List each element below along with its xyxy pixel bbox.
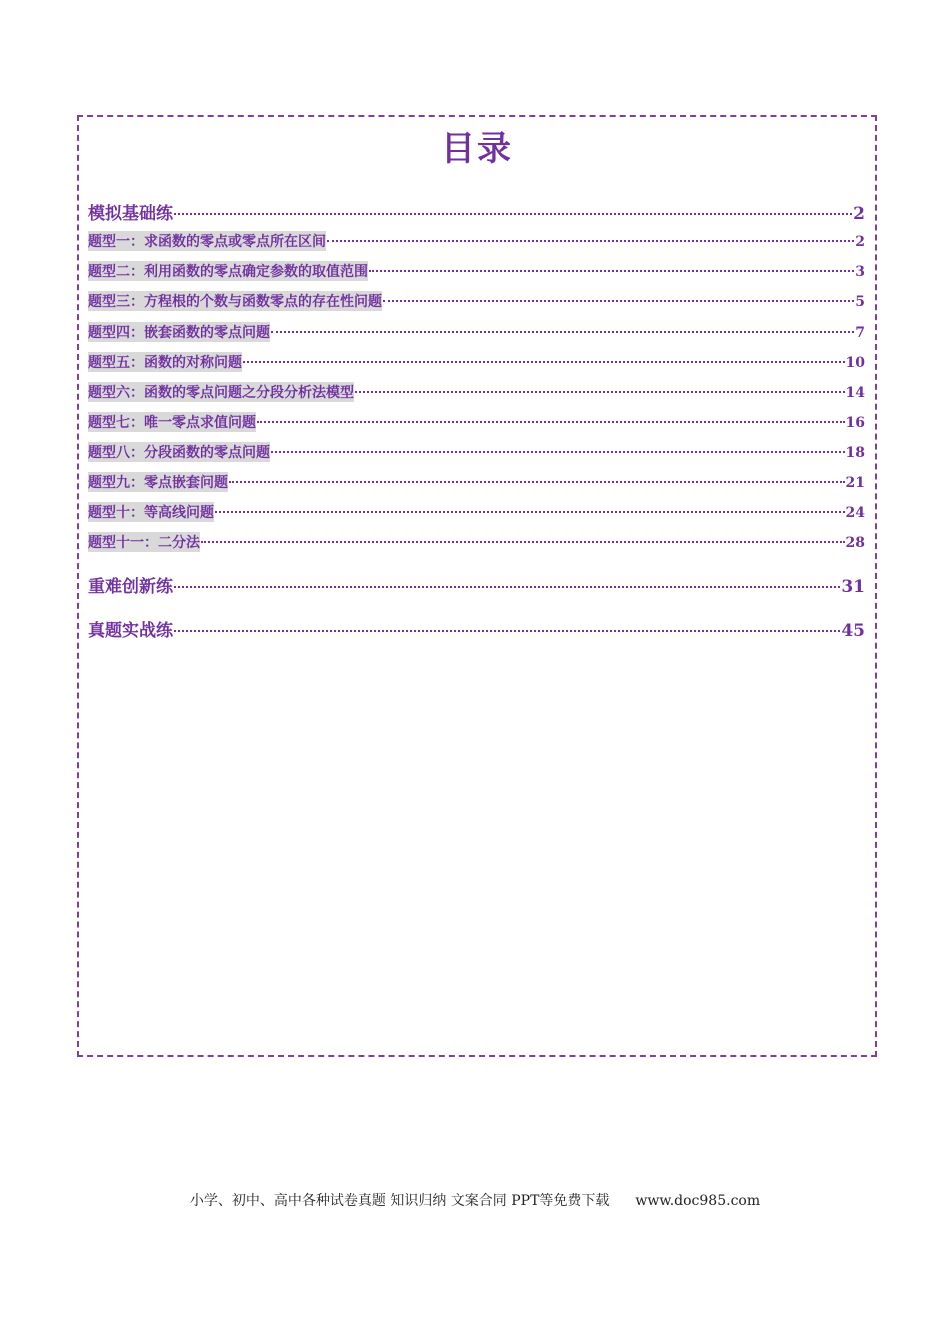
dot-leader	[257, 421, 845, 423]
page-footer	[0, 1190, 950, 1210]
dot-leader	[174, 586, 840, 588]
entry-page: 21	[845, 475, 865, 491]
entry-label: 真题实战练	[88, 621, 173, 641]
toc-entry-type-11[interactable]	[88, 532, 865, 552]
toc-entry-type-9[interactable]	[88, 472, 865, 492]
toc-entry-real-exam[interactable]	[88, 616, 865, 641]
entry-page: 3	[855, 264, 865, 280]
entry-page: 28	[845, 535, 865, 551]
footer-text: 小学、初中、高中各种试卷真题 知识归纳 文案合同 PPT等免费下载	[189, 1193, 610, 1209]
entry-page: 10	[845, 355, 865, 371]
entry-label: 题型九：零点嵌套问题	[88, 472, 228, 492]
entry-page: 18	[845, 445, 865, 461]
toc-entry-type-2[interactable]	[88, 261, 865, 281]
toc-entry-type-3[interactable]	[88, 291, 865, 311]
entry-page: 31	[841, 577, 865, 597]
toc-entry-mock-basic[interactable]	[88, 199, 865, 224]
entry-page: 16	[845, 415, 865, 431]
dot-leader	[369, 270, 854, 272]
toc-entry-type-1[interactable]	[88, 231, 865, 251]
dot-leader	[271, 331, 854, 333]
entry-label: 题型七：唯一零点求值问题	[88, 412, 256, 432]
entry-label: 题型五：函数的对称问题	[88, 352, 242, 372]
entry-page: 5	[855, 294, 865, 310]
entry-label: 题型十一：二分法	[88, 532, 200, 552]
footer-site-link[interactable]: www.doc985.com	[635, 1193, 761, 1209]
toc-entry-type-6[interactable]	[88, 382, 865, 402]
entry-label: 题型一：求函数的零点或零点所在区间	[88, 231, 326, 251]
entry-label: 模拟基础练	[88, 204, 173, 224]
entry-page: 2	[855, 234, 865, 250]
toc-entry-type-5[interactable]	[88, 352, 865, 372]
entry-label: 题型四：嵌套函数的零点问题	[88, 322, 270, 342]
toc-entry-type-4[interactable]	[88, 322, 865, 342]
dot-leader	[215, 511, 845, 513]
dot-leader	[243, 361, 845, 363]
entry-label: 题型八：分段函数的零点问题	[88, 442, 270, 462]
entry-label: 题型六：函数的零点问题之分段分析法模型	[88, 382, 354, 402]
toc-box	[77, 115, 877, 1057]
entry-page: 14	[845, 385, 865, 401]
entry-label: 重难创新练	[88, 577, 173, 597]
dot-leader	[229, 481, 845, 483]
dot-leader	[355, 391, 845, 393]
entry-label: 题型三：方程根的个数与函数零点的存在性问题	[88, 291, 382, 311]
entry-label: 题型二：利用函数的零点确定参数的取值范围	[88, 261, 368, 281]
dot-leader	[174, 213, 852, 215]
dot-leader	[327, 240, 854, 242]
toc-entry-type-10[interactable]	[88, 502, 865, 522]
entry-page: 7	[855, 325, 865, 341]
toc-title: 目录	[441, 129, 513, 169]
dot-leader	[271, 451, 845, 453]
toc-entry-type-7[interactable]	[88, 412, 865, 432]
entry-label: 题型十：等高线问题	[88, 502, 214, 522]
entry-page: 24	[845, 505, 865, 521]
dot-leader	[383, 300, 854, 302]
dot-leader	[174, 630, 840, 632]
dot-leader	[201, 541, 845, 543]
toc-entry-hard-innovation[interactable]	[88, 572, 865, 597]
toc-entry-type-8[interactable]	[88, 442, 865, 462]
entry-page: 45	[841, 621, 865, 641]
entry-page: 2	[853, 204, 865, 224]
